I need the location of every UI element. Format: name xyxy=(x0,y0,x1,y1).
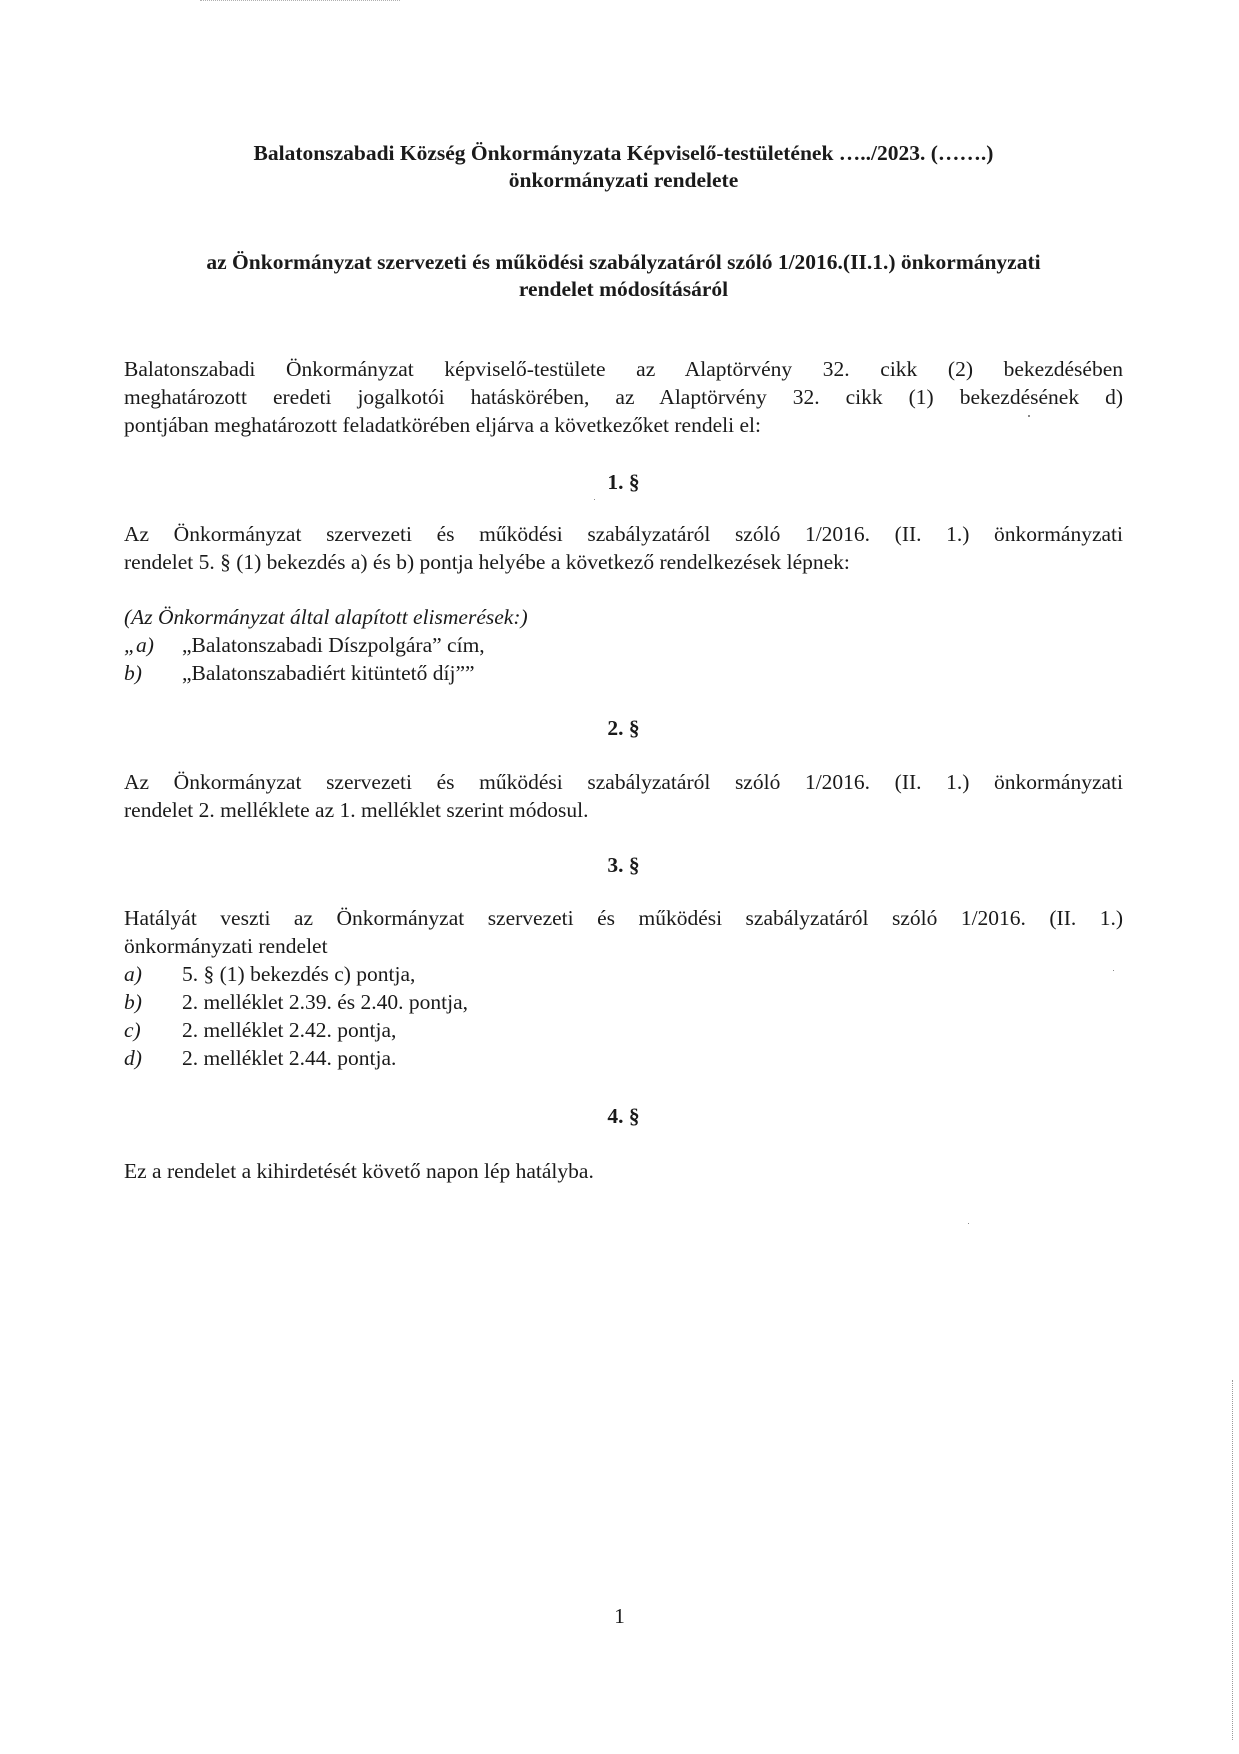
section-2-line-2: rendelet 2. melléklete az 1. melléklet szerint módosul. xyxy=(124,798,589,822)
section-1-list-intro: (Az Önkormányzat által alapított elismerések:) xyxy=(124,605,528,629)
section-2-paragraph xyxy=(124,768,1123,824)
preamble-paragraph xyxy=(124,355,1123,439)
scan-edge-artifact xyxy=(1231,1380,1233,1740)
section-2-mark: 2. § xyxy=(607,716,640,740)
title-line-2: önkormányzati rendelete xyxy=(508,168,739,192)
section-1-mark: 1. § xyxy=(607,470,640,494)
list-item-letter: c) xyxy=(124,1018,141,1042)
preamble-line-3: pontjában meghatározott feladatkörében eljárva a következőket rendeli el: xyxy=(124,413,761,437)
list-item-text: „Balatonszabadi Díszpolgára” cím, xyxy=(182,633,485,657)
section-1-list xyxy=(124,603,1123,687)
list-item xyxy=(124,960,1123,988)
section-1-line-1: Az Önkormányzat szervezeti és működési szabályzatáról szóló 1/2016. (II. 1.) önkormányzati xyxy=(124,522,1123,546)
list-item xyxy=(124,988,1123,1016)
list-item-text: „Balatonszabadiért kitüntető díj”” xyxy=(182,661,475,685)
scan-speck xyxy=(1113,970,1114,971)
title-line-1: Balatonszabadi Község Önkormányzata Képviselő-testületének …../2023. (…….) xyxy=(253,141,994,165)
subtitle-line-1: az Önkormányzat szervezeti és működési szabályzatáról szóló 1/2016.(II.1.) önkormányzati xyxy=(206,250,1041,274)
list-item-text: 2. melléklet 2.44. pontja. xyxy=(182,1046,397,1070)
section-1-paragraph xyxy=(124,520,1123,576)
list-item xyxy=(124,1044,1123,1072)
scan-speck xyxy=(1028,415,1030,417)
list-item xyxy=(124,631,1123,659)
list-item-text: 5. § (1) bekezdés c) pontja, xyxy=(182,962,416,986)
list-item-letter: „a) xyxy=(124,633,154,657)
list-item-text: 2. melléklet 2.39. és 2.40. pontja, xyxy=(182,990,469,1014)
list-item-letter: d) xyxy=(124,1046,142,1070)
list-item xyxy=(124,1016,1123,1044)
list-item-letter: b) xyxy=(124,990,142,1014)
scan-speck xyxy=(594,499,595,500)
list-item xyxy=(124,659,1123,687)
list-item-text: 2. melléklet 2.42. pontja, xyxy=(182,1018,397,1042)
section-4-line-1: Ez a rendelet a kihirdetését követő napon lép hatályba. xyxy=(124,1159,594,1183)
scan-speck xyxy=(968,1223,969,1224)
scan-artifact-top xyxy=(200,0,400,3)
page-number: 1 xyxy=(614,1604,625,1628)
section-2-line-1: Az Önkormányzat szervezeti és működési szabályzatáról szóló 1/2016. (II. 1.) önkormányzati xyxy=(124,770,1123,794)
section-4-mark: 4. § xyxy=(607,1104,640,1128)
section-3-mark: 3. § xyxy=(607,853,640,877)
section-3-line-2: önkormányzati rendelet xyxy=(124,934,328,958)
section-4-paragraph xyxy=(124,1157,1123,1185)
document-subtitle xyxy=(124,249,1123,303)
subtitle-line-2: rendelet módosításáról xyxy=(518,277,729,301)
list-item-letter: b) xyxy=(124,661,142,685)
document-title xyxy=(124,140,1123,194)
list-item-letter: a) xyxy=(124,962,142,986)
preamble-line-2: meghatározott eredeti jogalkotói hatáskörében, az Alaptörvény 32. cikk (1) bekezdésének d) xyxy=(124,385,1123,409)
section-1-line-2: rendelet 5. § (1) bekezdés a) és b) pontja helyébe a következő rendelkezések lépnek: xyxy=(124,550,850,574)
section-3-list xyxy=(124,960,1123,1072)
section-3-line-1: Hatályát veszti az Önkormányzat szervezeti és működési szabályzatáról szóló 1/2016. (II. 1.) xyxy=(124,906,1123,930)
preamble-line-1: Balatonszabadi Önkormányzat képviselő-testülete az Alaptörvény 32. cikk (2) bekezdésében xyxy=(124,357,1123,381)
section-3-paragraph xyxy=(124,904,1123,960)
